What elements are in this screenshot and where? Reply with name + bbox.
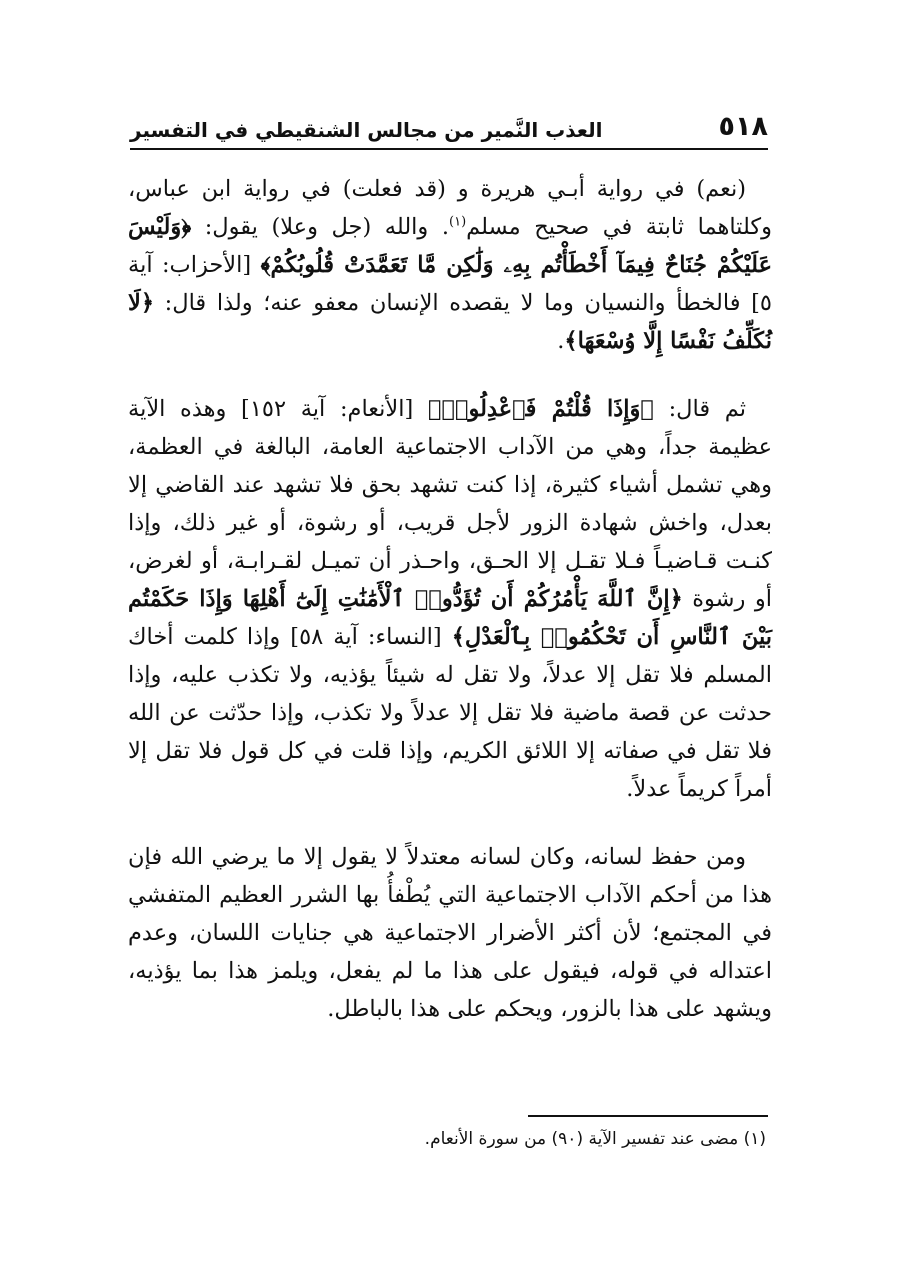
paragraph-3-text: ومن حفظ لسانه، وكان لسانه معتدلاً لا يقول إلا ما يرضي الله فإن هذا من أحكم الآداب الاجتماعية التي يُطْفأُ بها الشرر العظيم المتفشي في المجتمع؛ لأن أكثر الأضرار الاجتماعية هي جنايات اللسان، وعدم اعتداله في قوله، فيقول على هذا ما لم يفعل، ويلمز هذا بما يؤذيه، ويشهد على هذا بالزور، ويحكم على هذا بالباطل. — [128, 844, 772, 1022]
quran-verse-baqarah-286: ﴿لَا نُكَلِّفُ نَفْسًا إِلَّا وُسْعَهَا﴾ — [128, 290, 772, 354]
paragraph-2 — [128, 390, 772, 808]
quran-verse-nisa-58: ﴿إِنَّ ٱللَّهَ يَأْمُرُكُمْ أَن تُؤَدُّوا۟ ٱلْأَمَٰنَٰتِ إِلَىٰٓ أَهْلِهَا وَإِذَا حَكَمْتُم بَيْنَ ٱلنَّاسِ أَن تَحْكُمُوا۟ بِٱلْعَدْلِ﴾ — [128, 586, 772, 650]
footnote — [300, 1126, 766, 1152]
running-title: العذب النَّمير من مجالس الشنقيطي في التفسير — [130, 118, 603, 142]
footnote-marker: (١) — [743, 1129, 766, 1149]
footnote-divider — [528, 1115, 768, 1117]
paragraph-2-text-a: ثم قال: — [653, 396, 746, 422]
paragraph-3 — [128, 838, 772, 1028]
footnote-text: مضى عند تفسير الآية (٩٠) من سورة الأنعام. — [424, 1129, 744, 1149]
paragraph-1 — [128, 170, 772, 360]
footnote-reference[interactable]: (١) — [449, 214, 467, 230]
page-header — [130, 100, 768, 150]
paragraph-2-text-c: [النساء: آية ٥٨] وإذا كلمت أخاك المسلم فلا تقل إلا عدلاً، ولا تقل له شيئاً يؤذيه، ولا تكذب عليه، وإذا حدثت عن قصة ماضية فلا تقل إلا عدلاً ولا تكذب، وإذا حدّثت عن الله فلا تقل في صفاته إلا اللائق الكريم، وإذا قلت في كل قول فلا تقل إلا أمراً كريماً عدلاً. — [128, 624, 772, 802]
paragraph-1-text-b: . والله (جل وعلا) يقول: — [191, 214, 449, 240]
paragraph-2-text-b: [الأنعام: آية ١٥٢] وهذه الآية عظيمة جداً، وهي من الآداب الاجتماعية العامة، البالغة في العظمة، وهي تشمل أشياء كثيرة، إذا كنت تشهد بحق فلا تشهد عند القاضي إلا بعدل، واخش شهادة الزور لأجل قريب، أو رشوة، أو غير ذلك، وإذا كنـت قـاضيـاً فـلا تقـل إلا الحـق، واحـذر أن تميـل لقـرابـة، أو لغرض، أو رشوة — [128, 396, 772, 612]
quran-verse-anam-152: ﴿وَإِذَا قُلْتُمْ فَٱعْدِلُوا۟﴾ — [427, 396, 654, 422]
paragraph-1-text-c: [الأحزاب: آية ٥] فالخطأ والنسيان وما لا يقصده الإنسان معفو عنه؛ ولذا قال: — [128, 252, 772, 316]
page-number: ٥١٨ — [718, 111, 768, 142]
page-body — [128, 170, 772, 1028]
quran-verse-ahzab-5: ﴿وَلَيْسَ عَلَيْكُمْ جُنَاحٌ فِيمَآ أَخْطَأْتُم بِهِۦ وَلَٰكِن مَّا تَعَمَّدَتْ قُلُوبُكُمْ﴾ — [128, 214, 772, 278]
paragraph-1-text-a: (نعم) في رواية أبـي هريرة و (قد فعلت) في رواية ابن عباس، وكلتاهما ثابتة في صحيح مسلم — [128, 176, 772, 240]
paragraph-1-text-d: . — [557, 328, 565, 354]
